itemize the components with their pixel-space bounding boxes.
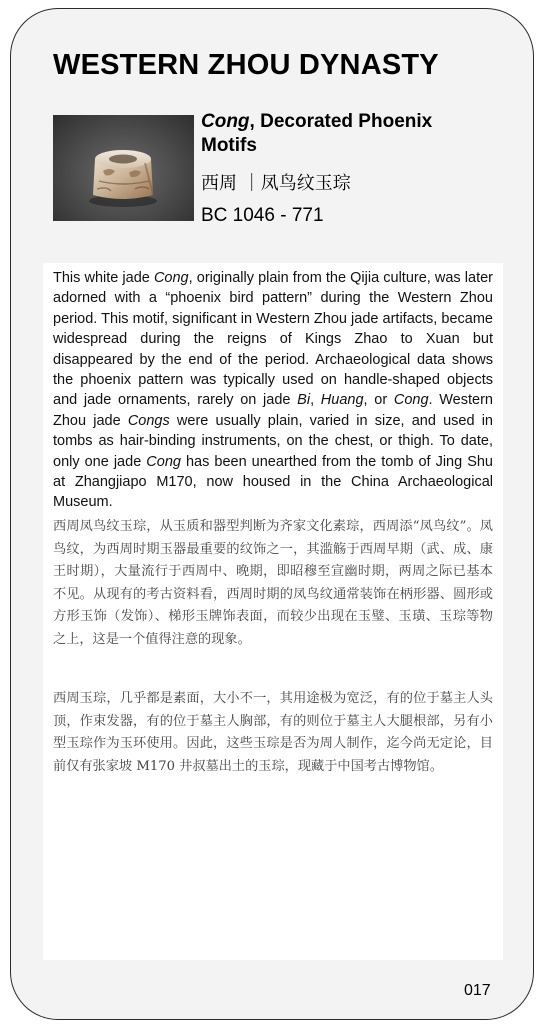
page-number: 017 (464, 982, 491, 999)
italic-term: Huang (320, 392, 364, 409)
description-text: were usually plain, varied in size, and used in tombs as hair-binding instruments, on the chest, or thigh. To date, only one jade (53, 412, 493, 470)
description-english (53, 268, 493, 513)
object-title-rest: , Decorated Phoenix Motifs (201, 111, 433, 156)
italic-term: Cong (146, 453, 181, 470)
object-title (201, 110, 491, 158)
italic-term: Cong (153, 270, 189, 286)
description-chinese-paragraph-1: 西周凤鸟纹玉琮，从玉质和器型判断为齐家文化素琮，西周添“凤鸟纹”。凤鸟纹，为西周时期玉器最重要的纹饰之一，其滥觞于西周早期（武、成、康王时期），大量流行于西周中、晚期，即昭穆至宣幽时期，两周之际已基本不见。从现有的考古资料看，西周时期的凤鸟纹通常装饰在柄形器、圆形或方形玉饰（发饰）、梯形玉牌饰表面，而较少出现在玉璧、玉璜、玉琮等物之上，这是一个值得注意的现象。 (53, 519, 493, 647)
jade-cong-photo (53, 115, 194, 221)
italic-term: Bi (297, 392, 311, 409)
description-text: , (310, 392, 321, 409)
object-date: BC 1046 - 771 (201, 205, 324, 226)
object-title-italic: Cong (201, 111, 250, 132)
description-text: , originally plain from the Qijia culture, was later adorned with a “phoenix bird pattern” during the Western Zhou period. This motif, significant in Western Zhou jade artifacts, became widespread during the reigns of Kings Zhao to Xuan but disappeared by the end of the period. Archaeological data shows the phoenix pattern was typically used on handle-shaped objects and jade ornaments, rarely on jade (53, 270, 493, 409)
page-title: WESTERN ZHOU DYNASTY (53, 49, 439, 81)
italic-term: Cong (393, 392, 429, 409)
description-text: This white jade (53, 270, 154, 286)
object-title-chinese: 西周 ｜凤鸟纹玉琮 (201, 173, 351, 194)
italic-term: Congs (127, 412, 170, 429)
museum-label-card (10, 8, 534, 1020)
description-panel (43, 263, 503, 960)
description-text: , or (363, 392, 394, 409)
description-text: has been unearthed from the tomb of Jing Shu at Zhangjiapo M170, now housed in the China Archaeological Museum. (53, 453, 493, 511)
description-chinese-paragraph-2: 西周玉琮，几乎都是素面，大小不一，其用途极为宽泛，有的位于墓主人头顶，作束发器，有的位于墓主人胸部，有的则位于墓主人大腿根部，另有小型玉琮作为玉环使用。因此，这些玉琮是否为周人制作，迄今尚无定论，目前仅有张家坡 M170 井叔墓出土的玉琮，现藏于中国考古博物馆。 (53, 691, 493, 774)
description-text: . Western Zhou jade (53, 392, 493, 429)
